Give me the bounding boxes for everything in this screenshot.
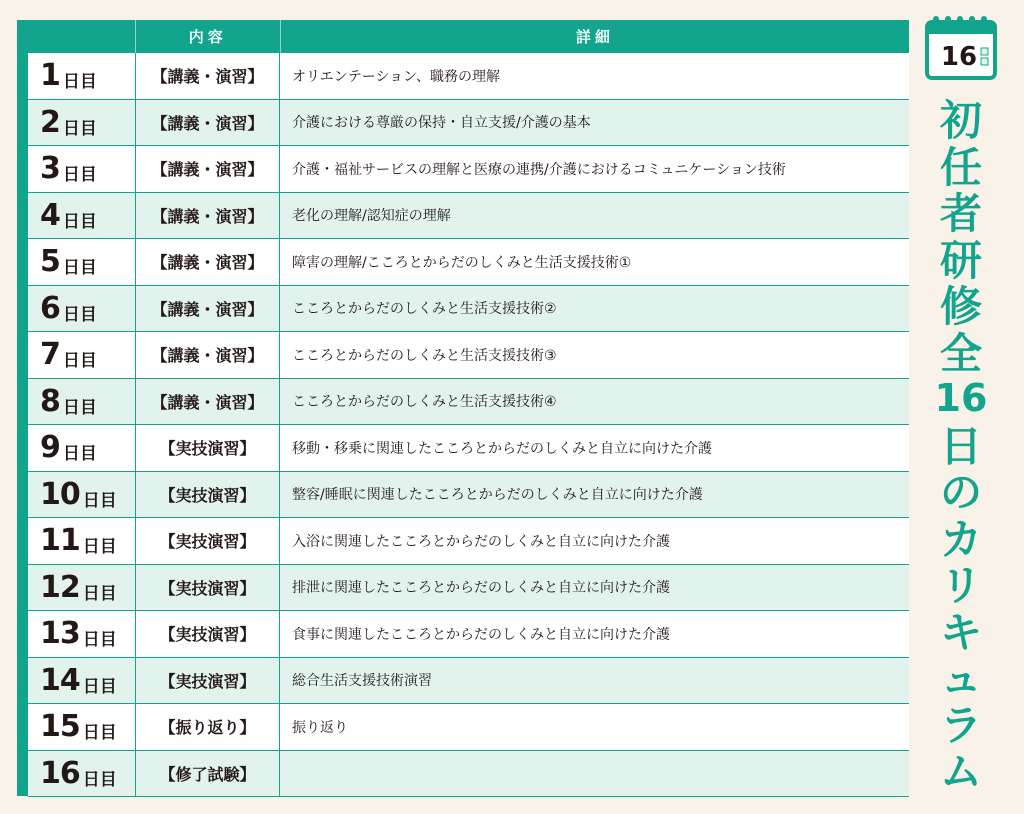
detail-cell: 総合生活支援技術演習 — [279, 658, 909, 704]
detail-cell: 老化の理解/認知症の理解 — [279, 193, 909, 239]
day-number: 7 — [40, 337, 60, 373]
side-title-char: 16 — [934, 376, 988, 420]
table-row — [28, 53, 909, 100]
day-number: 4 — [40, 197, 60, 233]
table-row — [28, 193, 909, 240]
day-number: 10 — [40, 476, 80, 512]
table-row — [28, 239, 909, 286]
day-cell — [28, 286, 135, 332]
day-cell — [28, 425, 135, 471]
content-cell: 【実技演習】 — [135, 425, 279, 471]
header-detail: 詳細 — [280, 20, 909, 53]
day-number: 14 — [40, 662, 80, 698]
table-row — [28, 379, 909, 426]
detail-cell: 介護・福祉サービスの理解と医療の連携/介護におけるコミュニケーション技術 — [279, 146, 909, 192]
detail-cell: 排泄に関連したこころとからだのしくみと自立に向けた介護 — [279, 565, 909, 611]
day-unit: 日目 — [62, 118, 97, 139]
day-cell — [28, 611, 135, 657]
day-unit: 日目 — [62, 72, 97, 93]
detail-cell: こころとからだのしくみと生活支援技術④ — [279, 379, 909, 425]
side-title-char: 初 — [939, 96, 982, 145]
day-unit: 日目 — [62, 351, 97, 372]
detail-cell: オリエンテーション、職務の理解 — [279, 53, 909, 99]
day-unit: 日目 — [82, 537, 117, 558]
table-row — [28, 100, 909, 147]
day-unit: 日目 — [62, 397, 97, 418]
day-unit: 日目 — [82, 723, 117, 744]
day-cell — [28, 100, 135, 146]
day-cell — [28, 239, 135, 285]
day-cell — [28, 146, 135, 192]
day-unit: 日目 — [62, 444, 97, 465]
day-unit: 日目 — [62, 211, 97, 232]
table-row — [28, 658, 909, 705]
day-cell — [28, 751, 135, 797]
curriculum-table — [17, 20, 909, 796]
side-title-char: カ — [939, 514, 982, 564]
content-cell: 【講義・演習】 — [135, 286, 279, 332]
table-row — [28, 751, 909, 798]
side-title-char: 任 — [939, 142, 982, 192]
side-title — [930, 96, 992, 798]
day-unit: 日目 — [62, 258, 97, 279]
day-unit: 日目 — [62, 304, 97, 325]
side-title-char: の — [939, 468, 982, 517]
table-row — [28, 332, 909, 379]
day-cell — [28, 332, 135, 378]
content-cell: 【実技演習】 — [135, 658, 279, 704]
content-cell: 【実技演習】 — [135, 565, 279, 611]
day-number: 2 — [40, 104, 60, 140]
side-title-char: 日 — [939, 421, 982, 471]
day-cell — [28, 379, 135, 425]
side-title-char: ュ — [939, 654, 982, 703]
side-title-char: 者 — [939, 189, 982, 238]
detail-cell — [279, 751, 909, 797]
content-cell: 【振り返り】 — [135, 704, 279, 750]
detail-cell: 移動・移乗に関連したこころとからだのしくみと自立に向けた介護 — [279, 425, 909, 471]
content-cell: 【講義・演習】 — [135, 332, 279, 378]
side-title-char: ム — [939, 747, 982, 796]
day-number: 6 — [40, 290, 60, 326]
day-unit: 日目 — [82, 583, 117, 604]
table-row — [28, 286, 909, 333]
day-number: 13 — [40, 616, 80, 652]
detail-cell: こころとからだのしくみと生活支援技術② — [279, 286, 909, 332]
table-header — [28, 20, 909, 53]
day-unit: 日目 — [82, 490, 117, 511]
detail-cell: 入浴に関連したこころとからだのしくみと自立に向けた介護 — [279, 518, 909, 564]
content-cell: 【実技演習】 — [135, 611, 279, 657]
day-cell — [28, 472, 135, 518]
table-row — [28, 565, 909, 612]
detail-cell: 介護における尊厳の保持・自立支援/介護の基本 — [279, 100, 909, 146]
day-number: 15 — [40, 709, 80, 745]
detail-cell: 食事に関連したこころとからだのしくみと自立に向けた介護 — [279, 611, 909, 657]
day-cell — [28, 658, 135, 704]
table-body — [28, 53, 909, 797]
content-cell: 【修了試験】 — [135, 751, 279, 797]
day-number: 11 — [40, 523, 80, 559]
day-number: 8 — [40, 383, 60, 419]
content-cell: 【講義・演習】 — [135, 100, 279, 146]
content-cell: 【講義・演習】 — [135, 379, 279, 425]
day-cell — [28, 704, 135, 750]
day-cell — [28, 518, 135, 564]
day-cell — [28, 565, 135, 611]
detail-cell: 振り返り — [279, 704, 909, 750]
side-title-char: ラ — [939, 700, 982, 750]
content-cell: 【講義・演習】 — [135, 146, 279, 192]
day-unit: 日目 — [62, 165, 97, 186]
calendar-number: 16 — [940, 42, 978, 72]
side-title-char: 研 — [939, 235, 982, 285]
side-title-char: 全 — [939, 328, 982, 378]
day-number: 1 — [40, 58, 60, 94]
content-cell: 【講義・演習】 — [135, 239, 279, 285]
table-row — [28, 472, 909, 519]
side-title-char: 修 — [939, 282, 982, 331]
side-title-char: リ — [939, 561, 982, 610]
side-title-char: キ — [939, 607, 982, 657]
content-cell: 【実技演習】 — [135, 518, 279, 564]
table-row — [28, 425, 909, 472]
detail-cell: こころとからだのしくみと生活支援技術③ — [279, 332, 909, 378]
detail-cell: 整容/睡眠に関連したこころとからだのしくみと自立に向けた介護 — [279, 472, 909, 518]
day-number: 16 — [40, 755, 80, 791]
detail-cell: 障害の理解/こころとからだのしくみと生活支援技術① — [279, 239, 909, 285]
day-number: 9 — [40, 430, 60, 466]
table-row — [28, 611, 909, 658]
calendar-icon — [925, 14, 997, 80]
table-row — [28, 704, 909, 751]
header-content: 内容 — [135, 20, 280, 53]
content-cell: 【実技演習】 — [135, 472, 279, 518]
day-number: 12 — [40, 569, 80, 605]
left-accent-strip — [17, 20, 28, 796]
day-number: 5 — [40, 244, 60, 280]
table-row — [28, 146, 909, 193]
table-row — [28, 518, 909, 565]
day-unit: 日目 — [82, 676, 117, 697]
day-unit: 日目 — [82, 630, 117, 651]
day-number: 3 — [40, 151, 60, 187]
content-cell: 【講義・演習】 — [135, 193, 279, 239]
day-unit: 日目 — [82, 769, 117, 790]
content-cell: 【講義・演習】 — [135, 53, 279, 99]
day-cell — [28, 53, 135, 99]
day-cell — [28, 193, 135, 239]
header-day — [28, 20, 135, 53]
